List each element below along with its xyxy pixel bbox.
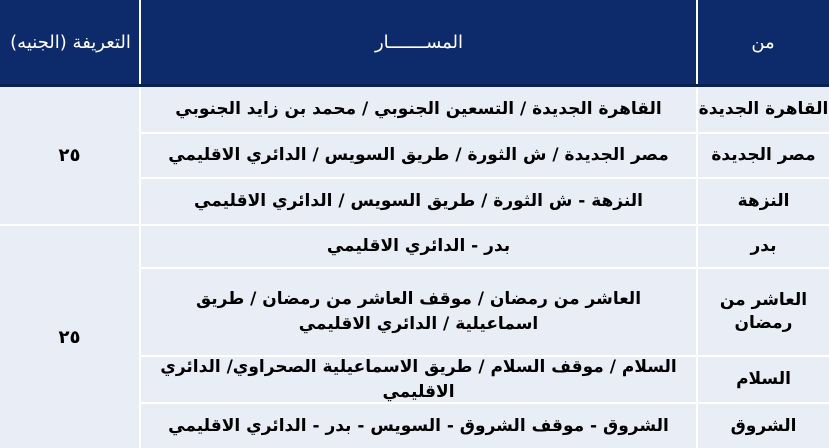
cell-route: السلام / موقف السلام / طريق الاسماعيلية الصحراوي/ الدائري الاقليمي [141,357,696,402]
cell-route: بدر - الدائري الاقليمي [141,226,696,267]
cell-from: القاهرة الجديدة [698,87,829,132]
cell-from: العاشر من رمضان [698,269,829,355]
cell-route: العاشر من رمضان / موقف العاشر من رمضان / طريق اسماعيلية / الدائري الاقليمي [141,269,696,355]
header-from: من [751,31,775,53]
cell-route: مصر الجديدة / ش الثورة / طريق السويس / الدائري الاقليمي [141,134,696,177]
cell-route: القاهرة الجديدة / التسعين الجنوبي / محمد بن زايد الجنوبي [141,87,696,132]
cell-from: بدر [698,226,829,267]
cell-from: الشروق [698,404,829,448]
cell-from: النزهة [698,179,829,224]
header-fare: التعريفة (الجنيه) [10,31,131,53]
table-header [0,0,829,87]
header-route: المســـــــار [374,31,464,53]
column-divider [139,87,141,448]
cell-route: النزهة - ش الثورة / طريق السويس / الدائري الاقليمي [141,179,696,224]
cell-from: السلام [698,357,829,402]
fare-cell: ٢٥ [0,226,139,448]
column-divider [696,87,698,448]
cell-from: مصر الجديدة [698,134,829,177]
cell-route: الشروق - موقف الشروق - السويس - بدر - الدائري الاقليمي [141,404,696,448]
fare-cell: ٢٥ [0,87,139,226]
header-divider [696,0,698,84]
header-divider [139,0,141,84]
